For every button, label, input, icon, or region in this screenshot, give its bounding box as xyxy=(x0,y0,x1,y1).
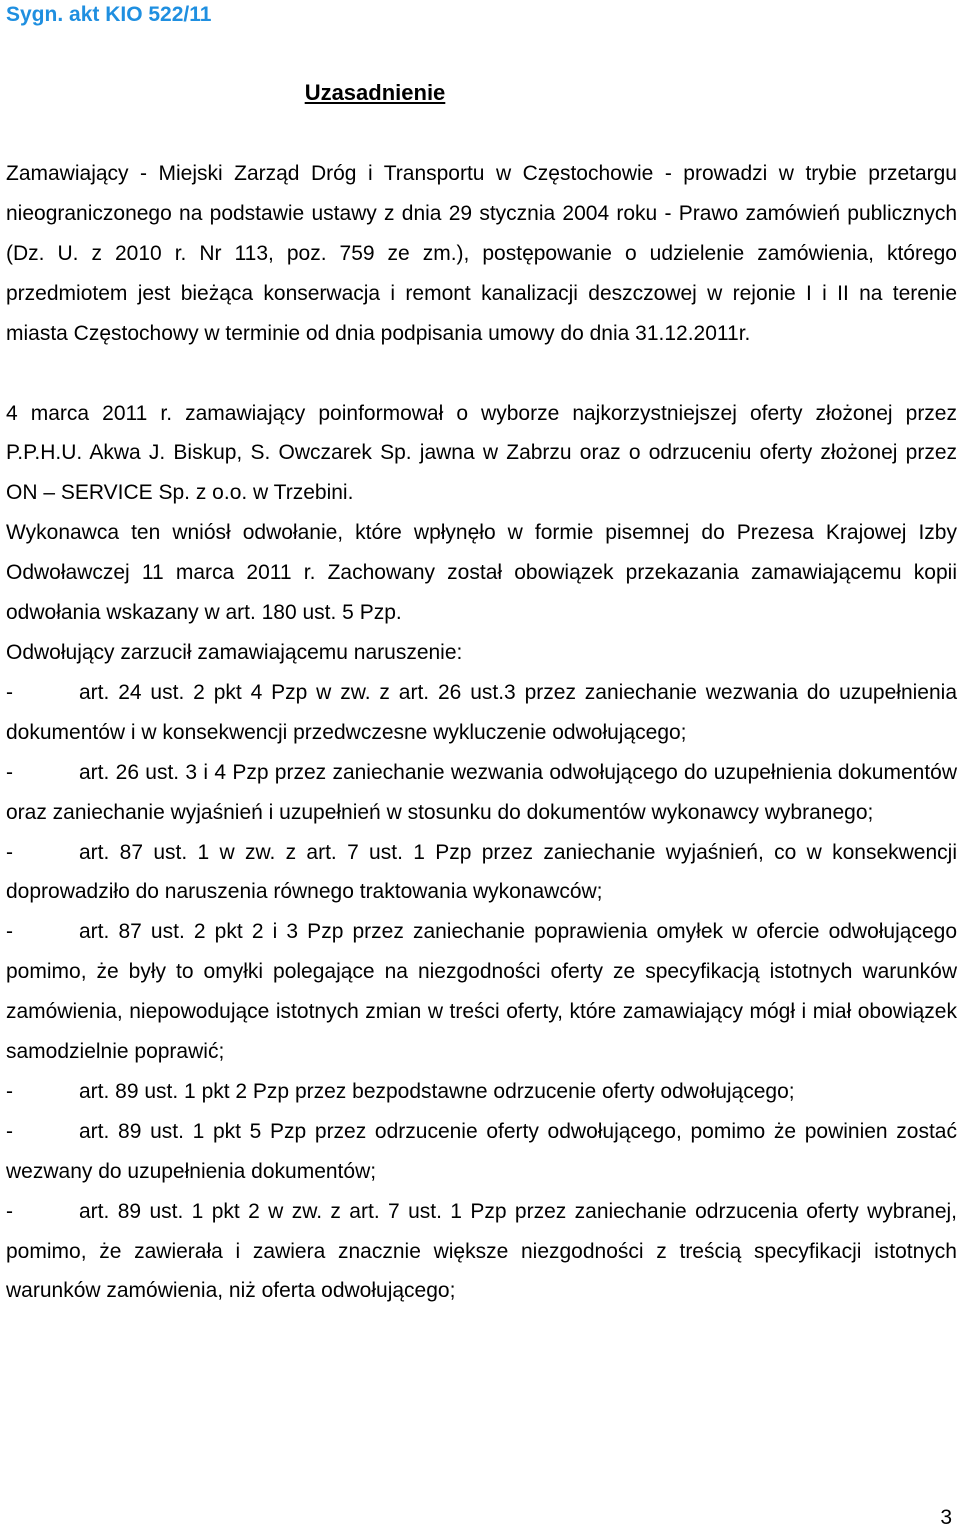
list-dash: - xyxy=(6,920,13,944)
charge-item xyxy=(6,833,957,913)
charge-item xyxy=(6,1112,957,1192)
notification-paragraph: 4 marca 2011 r. zamawiający poinformował o wyborze najkorzystniejszej oferty złożonej przez P.P.H.U. Akwa J. Biskup, S. Owczarek Sp. jawna w Zabrzu oraz o odrzuceniu oferty złożonej przez ON – SERVICE Sp. z o.o. w Trzebini. xyxy=(6,401,957,505)
list-dash: - xyxy=(6,1119,13,1143)
charge-text: art. 87 ust. 2 pkt 2 i 3 Pzp przez zaniechanie poprawienia omyłek w ofercie odwołującego pomimo, że były to omyłki polegające na niezgodności oferty ze specyfikacją istotnych warunków zamówienia, niepowodujące istotnych zmian w treści oferty, które zamawiający mógł i miał obowiązek samodzielnie poprawić; xyxy=(6,920,957,1064)
page-number: 3 xyxy=(940,1506,952,1529)
charge-text: art. 87 ust. 1 w zw. z art. 7 ust. 1 Pzp przez zaniechanie wyjaśnień, co w konsekwencji doprowadziło do naruszenia równego traktowania wykonawców; xyxy=(6,840,957,904)
list-dash: - xyxy=(6,680,13,704)
charge-text: art. 89 ust. 1 pkt 5 Pzp przez odrzucenie oferty odwołującego, pomimo że powinien zostać wezwany do uzupełnienia dokumentów; xyxy=(6,1119,957,1183)
charges-intro: Odwołujący zarzucił zamawiającemu naruszenie: xyxy=(6,640,463,664)
charge-item xyxy=(6,912,957,1072)
charge-text: art. 89 ust. 1 pkt 2 Pzp przez bezpodstawne odrzucenie oferty odwołującego; xyxy=(79,1079,795,1103)
case-signature: Sygn. akt KIO 522/11 xyxy=(6,3,212,26)
charge-item xyxy=(6,753,957,833)
intro-paragraph: Zamawiający - Miejski Zarząd Dróg i Transportu w Częstochowie - prowadzi w trybie przetargu nieograniczonego na podstawie ustawy z dnia 29 stycznia 2004 roku - Prawo zamówień publicznych (Dz. U. z 2010 r. Nr 113, poz. 759 ze zm.), postępowanie o udzielenie zamówienia, którego przedmiotem jest bieżąca konserwacja i remont kanalizacji deszczowej w rejonie I i II na terenie miasta Częstochowy w terminie od dnia podpisania umowy do dnia 31.12.2011r. xyxy=(6,162,957,345)
charge-item xyxy=(6,1072,957,1112)
list-dash: - xyxy=(6,1199,13,1223)
document-title: Uzasadnienie xyxy=(304,80,446,105)
charge-item xyxy=(6,1192,957,1312)
list-dash: - xyxy=(6,840,13,864)
list-dash: - xyxy=(6,1079,13,1103)
list-dash: - xyxy=(6,760,13,784)
document-body xyxy=(6,154,957,1311)
charge-text: art. 89 ust. 1 pkt 2 w zw. z art. 7 ust. 1 Pzp przez zaniechanie odrzucenia oferty wybranej, pomimo, że zawierała i zawiera znacznie większe niezgodności z treścią specyfikacji istotnych warunków zamówienia, niż oferta odwołującego; xyxy=(6,1199,957,1303)
charge-text: art. 24 ust. 2 pkt 4 Pzp w zw. z art. 26 ust.3 przez zaniechanie wezwania do uzupełnienia dokumentów i w konsekwencji przedwczesne wykluczenie odwołującego; xyxy=(6,680,957,744)
charge-item xyxy=(6,673,957,753)
appeal-paragraph: Wykonawca ten wniósł odwołanie, które wpłynęło w formie pisemnej do Prezesa Krajowej Izby Odwoławczej 11 marca 2011 r. Zachowany został obowiązek przekazania zamawiającemu kopii odwołania wskazany w art. 180 ust. 5 Pzp. xyxy=(6,521,957,625)
charge-text: art. 26 ust. 3 i 4 Pzp przez zaniechanie wezwania odwołującego do uzupełnienia dokumentów oraz zaniechanie wyjaśnień i uzupełnień w stosunku do dokumentów wykonawcy wybranego; xyxy=(6,760,957,824)
